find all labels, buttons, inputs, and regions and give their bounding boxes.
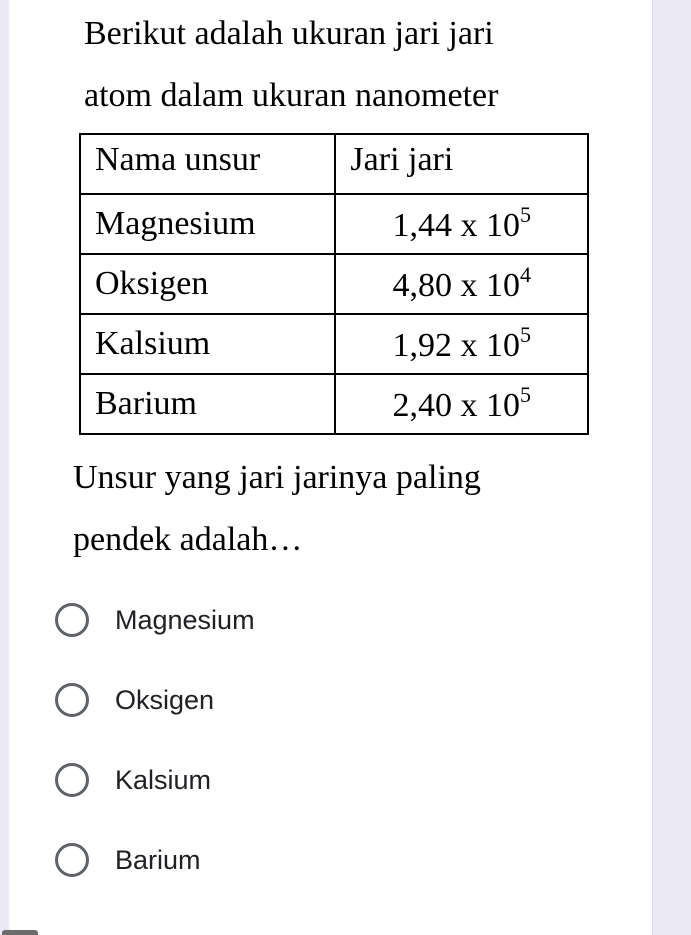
radius-exponent: 4 — [519, 262, 531, 287]
radio-unchecked-icon[interactable] — [55, 603, 89, 637]
table-cell-element-name: Magnesium — [80, 194, 335, 254]
table-cell-element-name: Barium — [80, 374, 335, 434]
table-cell-element-name: Kalsium — [80, 314, 335, 374]
table-header-row — [80, 134, 588, 194]
radius-mantissa: 1,92 — [392, 327, 452, 364]
table-cell-radius — [335, 314, 588, 374]
answer-options — [55, 598, 255, 918]
radius-exponent: 5 — [519, 202, 531, 227]
radio-unchecked-icon[interactable] — [55, 763, 89, 797]
question-intro-line-1: Berikut adalah ukuran jari jari — [84, 15, 494, 52]
option-label: Kalsium — [115, 764, 212, 795]
table-cell-element-name: Oksigen — [80, 254, 335, 314]
table-cell-radius — [335, 374, 588, 434]
radius-times: x — [460, 327, 478, 364]
table-cell-radius — [335, 194, 588, 254]
table-row — [80, 254, 588, 314]
radius-base: 10 — [485, 327, 520, 364]
atomic-radius-table — [79, 133, 589, 435]
table-cell-radius — [335, 254, 588, 314]
radius-base: 10 — [485, 267, 520, 304]
question-intro-line-2: atom dalam ukuran nanometer — [84, 77, 499, 114]
radius-times: x — [460, 207, 478, 244]
option-magnesium[interactable] — [55, 598, 255, 642]
radius-times: x — [460, 387, 478, 424]
question-prompt-line-2: pendek adalah… — [73, 521, 303, 558]
radius-base: 10 — [485, 207, 520, 244]
option-oksigen[interactable] — [55, 678, 255, 722]
radius-base: 10 — [485, 387, 520, 424]
radius-mantissa: 1,44 — [392, 207, 452, 244]
scroll-indicator[interactable] — [2, 930, 38, 935]
radius-mantissa: 2,40 — [392, 387, 452, 424]
option-kalsium[interactable] — [55, 758, 255, 802]
table-header-radius: Jari jari — [335, 134, 588, 194]
option-label: Magnesium — [115, 604, 255, 635]
table-row — [80, 374, 588, 434]
option-label: Oksigen — [115, 684, 215, 715]
question-card — [9, 0, 653, 935]
radius-exponent: 5 — [519, 322, 531, 347]
radio-unchecked-icon[interactable] — [55, 843, 89, 877]
radius-exponent: 5 — [519, 382, 531, 407]
table-header-element-name: Nama unsur — [80, 134, 335, 194]
table-row — [80, 194, 588, 254]
radius-mantissa: 4,80 — [392, 267, 452, 304]
table-row — [80, 314, 588, 374]
option-label: Barium — [115, 844, 201, 875]
question-prompt-line-1: Unsur yang jari jarinya paling — [73, 459, 481, 496]
option-barium[interactable] — [55, 838, 255, 882]
radio-unchecked-icon[interactable] — [55, 683, 89, 717]
radius-times: x — [460, 267, 478, 304]
